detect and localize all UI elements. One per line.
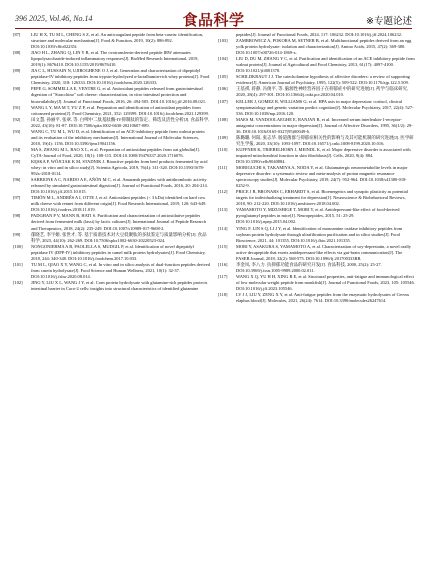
- reference-number: [105]: [218, 74, 228, 80]
- reference-text: KUFFNER K, TRIEBELHORN J, MEINDL K, et al. Major depressive disorder is associated with impaired mitochondrial function in skin fibroblasts[J]. Cells, 2020, 9(4): 884. DOI:10.3390/cells9040884.: [236, 146, 411, 164]
- reference-text: MAES M, VANDOOLAEGHE E, RANJAN R, et al. Increased serum interleukin-1-receptor-antagonist concentrations in major depression[J]. Journal of Affective Disorders, 1995, 36(1/2): 29-36. DOI:10.1016/0165-0327(95)00049-6.: [236, 116, 413, 134]
- reference-text: PRICE J B, BRONARS C, ERHARDT S, et al. Bioenergetics and synaptic plasticity as potential targets for individualizing treatment for depression[J]. Neuroscience & Biobehavioral Reviews, 2018, 90: 212-220. DOI:10.1016/j.neubiorev.2018.04.002.: [236, 189, 408, 207]
- reference-text: 王基祺, 蒋静, 冯俊平, 等. 脑源性神经营养因子在抑郁症中的研究进展[J]. 药学与临床研究, 2020, 28(4): 297-301. DOI:10.13664/j.cnki.pcr.2020.04.010.: [236, 86, 409, 98]
- reference-entry: [13, 117, 210, 129]
- reference-text: KELLER J, GOMEZ R, WILLIAMS G, et al. HPA axis in major depression: cortisol, clinical symptomatology and genetic variation predict cognition[J]. Molecular Psychiatry, 2017, 22(4): 527-536. DOI:10.1038/mp.2016.120.: [236, 98, 414, 116]
- header-divider: [15, 28, 412, 29]
- reference-number: [91]: [13, 104, 21, 110]
- reference-entry: [13, 32, 210, 50]
- reference-entry: [218, 189, 415, 207]
- reference-text: NONGONIERMA A B, PAOLELLA S, MUDGIL P, et al. Identification of novel dipeptidyl peptidase IV (DPP-IV) inhibitory peptides in camel milk protein hydrolysates[J]. Food Chemistry, 2018, 244: 340-348. DOI:10.1016/j.foodchem.2017.10.033.: [31, 243, 206, 261]
- reference-entry: [218, 99, 415, 117]
- reference-number: [89]: [13, 68, 21, 74]
- reference-number: [100]: [13, 243, 23, 249]
- reference-number: [92]: [13, 116, 21, 122]
- reference-text: JIA C L, HUSSAIN N, UJIROGHENE O J, et al. Generation and characterization of dipeptidyl peptidase-IV inhibitory peptides from trypsin-hydrolyzed α-lactalbumin-rich whey proteins[J]. Food Chemistry, 2020, 318: 126333. DOI:10.1016/j.foodchem.2020.126333.: [31, 68, 210, 86]
- reference-text: ZAMBROWICZ A, POKORA M, SETNER B, et al. Multifunctional peptides derived from an egg yolk protein hydrolysate: isolation and characterization[J]. Amino Acids, 2015, 47(2): 369-380. DOI:10.1007/s00726-014-1869-x.: [236, 38, 412, 56]
- reference-text: TU M L, QIAO X Y, WANG C, et al. In vitro and in silico analysis of dual-function peptides derived from casein hydrolysate[J]. Food Science and Human Wellness, 2021, 10(1): 32-37. DOI:10.1016/j.fshw.2020.08.014.: [31, 261, 210, 279]
- reference-number: [116]: [218, 261, 228, 267]
- reference-number: [96]: [13, 177, 21, 183]
- reference-number: [101]: [13, 261, 23, 267]
- reference-number: [93]: [13, 128, 21, 134]
- reference-number: [107]: [218, 98, 228, 104]
- reference-entry: [218, 74, 415, 86]
- reference-number: [102]: [13, 279, 23, 285]
- journal-brand-title: 食品科学: [182, 11, 245, 29]
- reference-entry: [13, 262, 210, 280]
- reference-number: [99]: [13, 231, 21, 237]
- reference-number: [118]: [218, 292, 228, 298]
- reference-text: SCHILDKRAUT J J. The catecholamine hypothesis of affective disorders: a review of supporting evidence[J]. American Journal of Psychiatry, 1995, 122(5): 509-522. DOI:10.1176/ajp.122.5.509.: [236, 74, 410, 86]
- reference-number: [88]: [13, 50, 21, 56]
- page-header: [15, 8, 412, 28]
- reference-number: [97]: [13, 195, 21, 201]
- reference-number: [109]: [218, 134, 228, 140]
- reference-number: [90]: [13, 86, 21, 92]
- reference-number: [106]: [218, 86, 228, 92]
- reference-entry: [13, 232, 210, 244]
- reference-text: YAMAMOTO Y, MIZUSHIGE T, MORI Y, et al. Antidepressant-like effect of food-derived pyroglutamyl peptides in mice[J]. Neuropeptides, 2015, 51: 25-29. DOI:10.1016/j.npep.2015.04.002.: [236, 207, 400, 225]
- reference-entry: [13, 177, 210, 195]
- reference-text: JIAO H L, ZHANG Q, LIN Y B, et al. The ovotransferrin-derived peptide IRW attenuates lipopolysaccharide-induced inflammatory responses[J]. BioMed Research International, 2019, 2019(1): 8676410. DOI:10.1155/2019/8676410.: [31, 50, 199, 68]
- references-right-column: [218, 32, 415, 304]
- reference-entry: [218, 226, 415, 244]
- reference-text: SABBIONE A C, NARDO A E, AÑÓN M C, et al. Amaranth peptides with antithrombotic activity released by simulated gastrointestinal digestion[J]. Journal of Functional Foods, 2016, 20: 204-214. DOI:10.1016/j.jff.2015.10.015.: [31, 177, 208, 195]
- reference-entry: [13, 105, 210, 117]
- reference-text: JING Y, LIU X L, WANG J Y, et al. Corn protein hydrolysate with glutamine-rich peptides protects intestinal barrier in Caco-2 cells: insights into structural characteristics of identified glutamine: [31, 279, 208, 291]
- reference-number: [87]: [13, 32, 21, 37]
- reference-number: [104]: [218, 56, 228, 62]
- reference-text: YING F, LIN S Q, LI J Y, et al. Identification of monoamine oxidase inhibitory peptides from soybean protein hydrolysate through ultrafiltration purification and in silico studies[J]. Food Bioscience, 2021, 44: 101355. DOI:10.1016/j.fbio.2021.101355.: [236, 225, 403, 243]
- reference-entry: [13, 195, 210, 213]
- reference-entry: [13, 213, 210, 231]
- reference-number: [94]: [13, 146, 21, 152]
- reference-number: [115]: [218, 243, 228, 249]
- reference-entry: [13, 280, 210, 292]
- reference-number: [112]: [218, 189, 228, 195]
- reference-text: 田文慧, 孙丽平, 张翠, 等. 白啤中二肽基肽酶-IV抑制肽的鉴定、筛选及活性分析[J]. 食品科学, 2022, 43(10): 81-87. DOI:10.7506/spkx1002-6630-20210607-089.: [31, 116, 210, 128]
- reference-entry: [218, 86, 415, 98]
- reference-entry: [13, 86, 210, 104]
- reference-entry: [218, 207, 415, 225]
- reference-number: [114]: [218, 225, 228, 231]
- reference-entry: [218, 147, 415, 165]
- reference-number: [117]: [218, 273, 228, 279]
- reference-entry: [218, 292, 415, 304]
- reference-entry: [13, 68, 210, 86]
- reference-text: LV J J, LIU Y, ZENG X Y, et al. Anti-fatigue peptides from the enzymatic hydrolysates of Cervus elaphus blood[J]. Molecules, 2021, 26(24): 7614. DOI:10.3390/molecules26247614.: [236, 292, 410, 304]
- reference-text: peptides[J]. Journal of Functional Foods, 2024, 117: 106232. DOI:10.1016/j.jff.2024.106232.: [236, 32, 403, 37]
- section-label: ※专题论述: [366, 16, 412, 27]
- reference-number: [108]: [218, 116, 228, 122]
- reference-entry: [218, 117, 415, 135]
- reference-number: [95]: [13, 158, 21, 164]
- reference-number: [98]: [13, 213, 21, 219]
- reference-entry: [13, 159, 210, 177]
- reference-number: [110]: [218, 146, 228, 152]
- reference-text: TIMÓN M L, ANDRÉS A I, OTTE J, et al. Antioxidant peptides (< 3 kDa) identified on hard cow milk cheese with rennet from different origin[J]. Food Research International, 2019, 120: 643-649. DOI:10.1016/j.foodres.2018.11.019.: [31, 195, 207, 213]
- reference-text: WANG C, TU M L, WU D, et al. Identification of an ACE-inhibitory peptide from walnut protein and its evaluation of the inhibitory mechanism[J]. International Journal of Molecular Sciences, 2018, 19(4): 1156. DOI:10.3390/ijms19041156.: [31, 128, 205, 146]
- reference-text: KĘSKA P, WÓJCIAK K M, STADNIK J. Bioactive peptides from beef products fermented by acid whey: in vitro and in silico study[J]. Scientia Agricola, 2019, 76(4): 311-320. DOI:10.1590/1678-992x-2018-0114.: [31, 158, 208, 177]
- reference-number: [103]: [218, 38, 228, 44]
- reference-entry: [218, 135, 415, 147]
- reference-entry: [218, 165, 415, 189]
- reference-text: LIU D, DU M, ZHANG Y C, et al. Purification and identification of an ACE inhibitory peptide from walnut protein[J]. Journal of Agricultural and Food Chemistry, 2013, 61(17): 4097-4100. DOI:10.1021/jf4001378.: [236, 56, 415, 74]
- reference-text: PADGHAN P V, MANN B, HATI S. Purification and characterization of antioxidative peptides derived from fermented milk (lassi) by lactic cultures[J]. International Journal of Peptide Research and Therapeutics, 2018, 24(2): 235-249. DOI:10.1007/s10989-017-9608-2.: [31, 213, 207, 231]
- reference-entry: [218, 262, 415, 274]
- reference-number: [113]: [218, 207, 228, 213]
- reference-text: WANG L Y, MA M T, YU Z P, et al. Preparation and identification of antioxidant peptides from cottonseed proteins[J]. Food Chemistry, 2021, 352: 129399. DOI:10.1016/j.foodchem.2021.129399.: [31, 104, 209, 116]
- reference-entry: [218, 274, 415, 292]
- reference-entry: [218, 38, 415, 56]
- reference-entry: [13, 50, 210, 68]
- reference-text: MA S, ZHANG M L, BAO X L, et al. Preparation of antioxidant peptides from oat globulin[J]. CyTA-Journal of Food, 2020, 18(1): 108-115. DOI:10.1080/19476337.2020.1716076.: [31, 146, 200, 158]
- reference-entry: [218, 56, 415, 74]
- reference-text: 李金凤, 李八力. 抗抑郁功能食品的研究开发[J]. 食品科技, 2000, 25(2): 25-27. DOI:10.3969/j.issn.1005-9989.2000.02.011.: [236, 261, 382, 273]
- references-left-column: [13, 32, 210, 292]
- reference-text: WANG X Q, YU H H, XING R E, et al. Structural properties, anti-fatigue and immunological effect of low molecular weight peptide from monkfish[J]. Journal of Functional Foods, 2023, 105: 105546. DOI:10.1016/j.jff.2023.105546.: [236, 273, 415, 291]
- reference-text: PEPE G, SOMMELLA E, VENTRE G, et al. Antioxidant peptides released from gastrointestinal digestion of "Stracchino" soft cheese: characterization, in vitro intestinal protection and bioavailability[J]. Journal of Functional Foods, 2016, 26: 494-505. DOI:10.1016/j.jff.2016.08.021.: [31, 86, 207, 104]
- reference-number: [111]: [218, 165, 228, 171]
- page-number-and-volume: 396 2025, Vol.46, No.14: [15, 14, 93, 23]
- reference-text: MORIGUCHI S, TAKAMIYA A, NODA Y, et al. Glutamatergic neurometabolite levels in major depressive disorder: a systematic review and meta-analysis of proton magnetic resonance spectroscopy studies[J]. Molecular Psychiatry, 2019, 24(7): 952-964. DOI:10.1038/s41380-018-0252-9.: [236, 165, 408, 189]
- reference-entry: [13, 147, 210, 159]
- reference-text: 陈璐璐, 何阳, 张志华. 肠道菌群与抑郁症相关性的影响与及其可能机制的研究进展[J]. 医学研究生学报, 2020, 33(10): 1093-1097. DOI:10.16571/j.cnki.1008-8199.2020.10.016.: [236, 134, 414, 146]
- reference-text: 郁晓艺, 李宇姬, 张世才, 等. 基于质谱技术对大豆低聚肽的多肽鉴定与质量影响分析[J]. 食品科学, 2023, 44(10): 262-269. DOI:10.7506/spkx1002-6630-20220523-024.: [31, 231, 207, 243]
- reference-text: MORI Y, ASAKURA S, YAMAMOTO A, et al. Characterization of soy-deprestatin, a novel orally active decapeptide that exerts antidepressant-like effects via gut-brain communication[J]. The FASEB Journal, 2018, 32(2): 568-575. DOI:10.1096/fj.201700333RR.: [236, 243, 412, 261]
- reference-entry: [13, 244, 210, 262]
- reference-entry: [218, 244, 415, 262]
- reference-text: LIU H X, TU M L, CHENG S Z, et al. An anticoagulant peptide from beta-casein: identification, structure and molecular mechanism[J]. Food & Function, 2019, 10(2): 886-892. DOI:10.1039/c8fo02235f.: [31, 32, 204, 50]
- reference-entry: [13, 129, 210, 147]
